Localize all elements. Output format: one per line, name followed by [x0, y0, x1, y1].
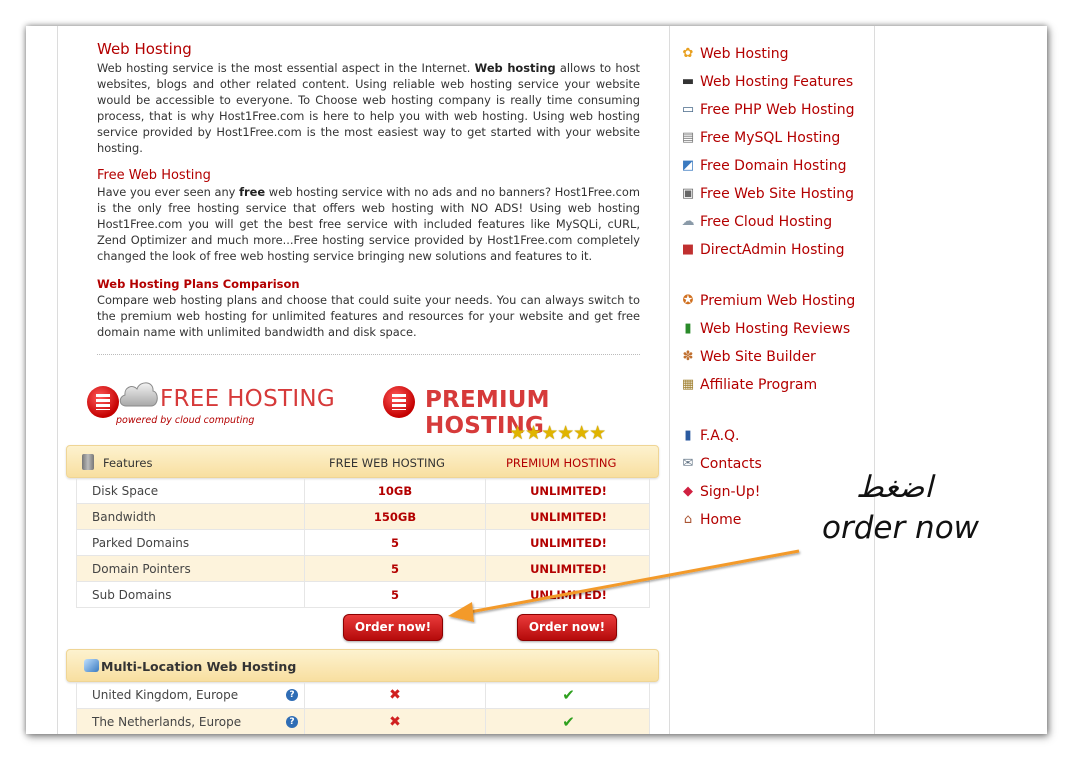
- sidebar-item-affiliate-program[interactable]: [680, 371, 870, 399]
- features-table-body: [76, 478, 650, 608]
- sidebar-item-label: Web Site Builder: [700, 349, 816, 365]
- section-text-plans-comparison: Compare web hosting plans and choose that could suite your needs. You can always switch to the premium web hosting for unlimited features and resources for your website and get free domain name with unlimited bandwidth and disk space.: [97, 293, 640, 339]
- premium-value: UNLIMITED!: [485, 582, 651, 608]
- award-icon: ✪: [682, 293, 694, 308]
- section-text-free-web-hosting: Have you ever seen any free web hosting service with no ads and no banners? Host1Free.com is the only free hosting service that offers web hosting with NO ADS! Using web hosting Host1Free.com you will get the best free service with included features like MySQLi, cURL, Zend Optimizer and much more...Free hosting service provided by Host1Free.com completely changed the look of free web hosting service bringing new solutions and features to it.: [97, 185, 640, 263]
- sidebar-item-web-hosting-features[interactable]: [680, 68, 870, 96]
- website-icon: ▣: [681, 186, 695, 201]
- free-value: 150GB: [304, 504, 485, 530]
- sidebar-item-free-domain-hosting[interactable]: [680, 152, 870, 180]
- annotation-english-text: order now: [822, 510, 980, 546]
- table-row: [77, 530, 649, 556]
- feature-name: Domain Pointers: [92, 562, 191, 576]
- sidebar-item-label: Free Web Site Hosting: [700, 186, 854, 202]
- location-name: The Netherlands, Europe: [92, 715, 242, 729]
- location-name: United Kingdom, Europe: [92, 688, 239, 702]
- free-plan-column-header: FREE WEB HOSTING: [329, 456, 445, 470]
- flower-icon: ✿: [682, 46, 694, 61]
- free-value: 10GB: [304, 478, 485, 504]
- dotted-divider: [97, 354, 640, 355]
- terminal-icon: ▬: [681, 74, 695, 89]
- premium-value: UNLIMITED!: [485, 478, 651, 504]
- cloud-icon: [117, 376, 159, 410]
- sidebar-item-web-hosting[interactable]: [680, 40, 870, 68]
- sidebar-item-f-a-q[interactable]: [680, 422, 870, 450]
- sidebar-item-label: Free MySQL Hosting: [700, 130, 841, 146]
- sidebar-group-2: [680, 287, 870, 399]
- feature-name: Sub Domains: [92, 588, 172, 602]
- table-row: [77, 504, 649, 530]
- features-table-header: [66, 445, 659, 478]
- main-content: [97, 40, 640, 355]
- unavailable-icon: ✖: [304, 682, 485, 708]
- feature-name: Disk Space: [92, 484, 159, 498]
- help-icon[interactable]: ?: [286, 716, 298, 728]
- table-row: [77, 478, 649, 504]
- premium-plan-column-header: PREMIUM HOSTING: [506, 456, 617, 470]
- free-hosting-tagline: powered by cloud computing: [116, 415, 255, 426]
- domain-icon: ◩: [681, 158, 695, 173]
- sidebar-item-web-site-builder[interactable]: [680, 343, 870, 371]
- sidebar-item-free-web-site-hosting[interactable]: [680, 180, 870, 208]
- sidebar-item-free-cloud-hosting[interactable]: [680, 208, 870, 236]
- sidebar-item-label: Home: [700, 512, 742, 528]
- help-icon[interactable]: ?: [286, 689, 298, 701]
- sidebar-item-sign-up[interactable]: [680, 478, 870, 506]
- sidebar-item-label: Contacts: [700, 456, 762, 472]
- premium-hosting-wordmark: PREMIUM HOSTING: [425, 387, 550, 439]
- blocks-icon: ■: [681, 242, 695, 257]
- available-icon: ✔: [485, 709, 651, 734]
- cloud-icon: ☁: [681, 214, 695, 229]
- free-hosting-wordmark: FREE HOSTING: [160, 386, 336, 412]
- globe-window-icon: [84, 659, 99, 672]
- sidebar-item-directadmin-hosting[interactable]: [680, 236, 870, 264]
- premium-value: UNLIMITED!: [485, 504, 651, 530]
- sidebar-item-label: Premium Web Hosting: [700, 293, 856, 309]
- monitor-icon: ▭: [681, 102, 695, 117]
- multi-location-title: Multi-Location Web Hosting: [101, 659, 297, 674]
- sidebar-item-label: Affiliate Program: [700, 377, 818, 393]
- unavailable-icon: ✖: [304, 709, 485, 734]
- sidebar-item-label: Web Hosting Reviews: [700, 321, 851, 337]
- section-title-web-hosting: Web Hosting: [97, 40, 192, 58]
- sidebar-item-contacts[interactable]: [680, 450, 870, 478]
- features-column-header: Features: [103, 456, 153, 470]
- free-hosting-logo[interactable]: [87, 374, 347, 428]
- annotation-arabic-text: اضغط: [856, 470, 933, 505]
- server-badge-icon: [87, 386, 119, 418]
- bar-chart-icon: ▮: [684, 321, 692, 336]
- table-row: [77, 709, 649, 734]
- section-title-plans-comparison: Web Hosting Plans Comparison: [97, 277, 300, 291]
- house-icon: ⌂: [683, 512, 693, 527]
- free-value: 5: [304, 556, 485, 582]
- sidebar-item-label: DirectAdmin Hosting: [700, 242, 845, 258]
- affiliate-icon: ▦: [681, 377, 695, 392]
- sidebar-item-free-mysql-hosting[interactable]: [680, 124, 870, 152]
- sidebar-item-label: Free PHP Web Hosting: [700, 102, 855, 118]
- premium-hosting-logo[interactable]: [383, 382, 653, 446]
- palette-icon: ✽: [682, 349, 694, 364]
- rating-stars: ★★★★★★: [509, 422, 606, 444]
- premium-value: UNLIMITED!: [485, 530, 651, 556]
- ruby-icon: ◆: [683, 484, 693, 499]
- sidebar-nav: [680, 40, 870, 557]
- premium-value: UNLIMITED!: [485, 556, 651, 582]
- sidebar-item-label: Sign-Up!: [700, 484, 761, 500]
- free-value: 5: [304, 582, 485, 608]
- sidebar-item-free-php-web-hosting[interactable]: [680, 96, 870, 124]
- location-table-body: [76, 682, 650, 734]
- sidebar-item-label: Free Cloud Hosting: [700, 214, 833, 230]
- database-icon: ▤: [681, 130, 695, 145]
- sidebar-item-label: Free Domain Hosting: [700, 158, 847, 174]
- order-premium-button[interactable]: Order now!: [517, 614, 617, 641]
- sidebar-item-web-hosting-reviews[interactable]: [680, 315, 870, 343]
- table-row: [77, 582, 649, 608]
- column-divider: [669, 26, 670, 734]
- multi-location-header: [66, 649, 659, 682]
- free-value: 5: [304, 530, 485, 556]
- sidebar-group-1: [680, 40, 870, 264]
- available-icon: ✔: [485, 682, 651, 708]
- order-free-button[interactable]: Order now!: [343, 614, 443, 641]
- sidebar-item-premium-web-hosting[interactable]: [680, 287, 870, 315]
- server-badge-icon: [383, 386, 415, 418]
- right-border-line: [874, 26, 875, 734]
- feature-name: Bandwidth: [92, 510, 156, 524]
- feature-name: Parked Domains: [92, 536, 190, 550]
- server-icon: [82, 454, 94, 470]
- section-text-web-hosting: Web hosting service is the most essential aspect in the Internet. Web hosting allows to host websites, blogs and other related content. Using reliable web hosting service your website would be accessible to everyone. To Choose web hosting company is really time consuming process, that is why Host1Free.com is here to help you with web hosting. Using web hosting service provided by Host1Free.com is the most easiest way to get started with your website hosting.: [97, 61, 640, 155]
- envelope-icon: ✉: [682, 456, 694, 471]
- sidebar-item-label: Web Hosting: [700, 46, 789, 62]
- table-row: [77, 682, 649, 709]
- book-icon: ▮: [684, 428, 692, 443]
- sidebar-item-label: F.A.Q.: [700, 428, 740, 444]
- page-frame: [26, 26, 1047, 734]
- section-title-free-web-hosting: Free Web Hosting: [97, 168, 211, 183]
- left-border-line: [57, 26, 58, 734]
- sidebar-item-label: Web Hosting Features: [700, 74, 854, 90]
- table-row: [77, 556, 649, 582]
